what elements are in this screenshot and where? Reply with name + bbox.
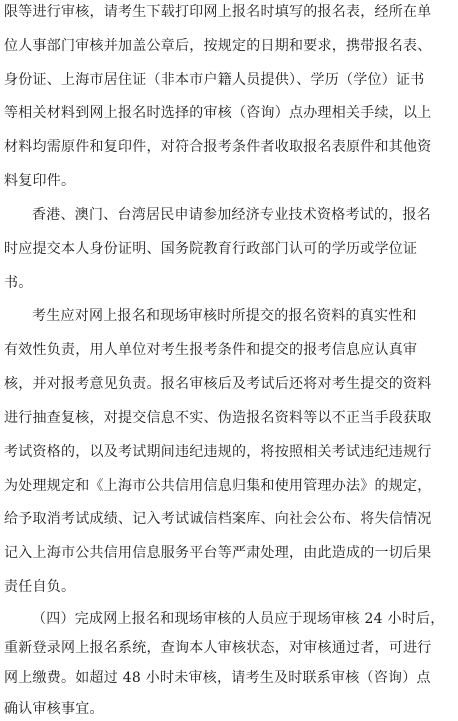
text-line: 为处理规定和《上海市公共信用信息归集和使用管理办法》的规定，	[4, 478, 432, 494]
text-line: 考试资格的，以及考试期间违纪违规的，将按照相关考试违纪违规行	[4, 444, 432, 460]
text-line: 进行抽查复核，对提交信息不实、伪造报名资料等以不正当手段获取	[4, 410, 432, 426]
text-line: 确认审核事宜。	[4, 701, 104, 717]
text-line: 等相关材料到网上报名时选择的审核（咨询）点办理相关手续，以上	[4, 105, 432, 121]
text-line: 书。	[4, 275, 33, 291]
text-line: 材料均需原件和复印件，对符合报考条件者收取报名表原件和其他资	[4, 139, 432, 155]
text-line: 核，并对报考意见负责。报名审核后及考试后还将对考生提交的资料	[4, 376, 432, 392]
text-line: 重新登录网上报名系统，查询本人审核状态，对审核通过者，可进行	[4, 640, 432, 656]
text-line: 考生应对网上报名和现场审核时所提交的报名资料的真实性和	[32, 308, 417, 324]
text-line: 香港、澳门、台湾居民申请参加经济专业技术资格考试的，报名	[32, 207, 431, 223]
text-line: 位人事部门审核并加盖公章后，按规定的日期和要求，携带报名表、	[4, 38, 432, 54]
text-line: 时应提交本人身份证明、国务院教育行政部门认可的学历或学位证	[4, 241, 418, 257]
text-line: 有效性负责，用人单位对考生报考条件和提交的报考信息应认真审	[4, 342, 418, 358]
text-line: （四）完成网上报名和现场审核的人员应于现场审核 24 小时后，	[32, 611, 445, 627]
text-line: 网上缴费。如超过 48 小时未审核，请考生及时联系审核（咨询）点	[4, 670, 431, 686]
text-line: 责任自负。	[4, 579, 76, 595]
text-line: 料复印件。	[4, 173, 76, 189]
text-line: 限等进行审核，请考生下载打印网上报名时填写的报名表，经所在单	[4, 4, 432, 20]
text-line: 给予取消考试成绩、记入考试诚信档案库、向社会公布、将失信情况	[4, 511, 432, 527]
text-line: 记入上海市公共信用信息服务平台等严肃处理，由此造成的一切后果	[4, 545, 432, 561]
text-line: 身份证、上海市居住证（非本市户籍人员提供）、学历（学位）证书	[4, 72, 425, 88]
